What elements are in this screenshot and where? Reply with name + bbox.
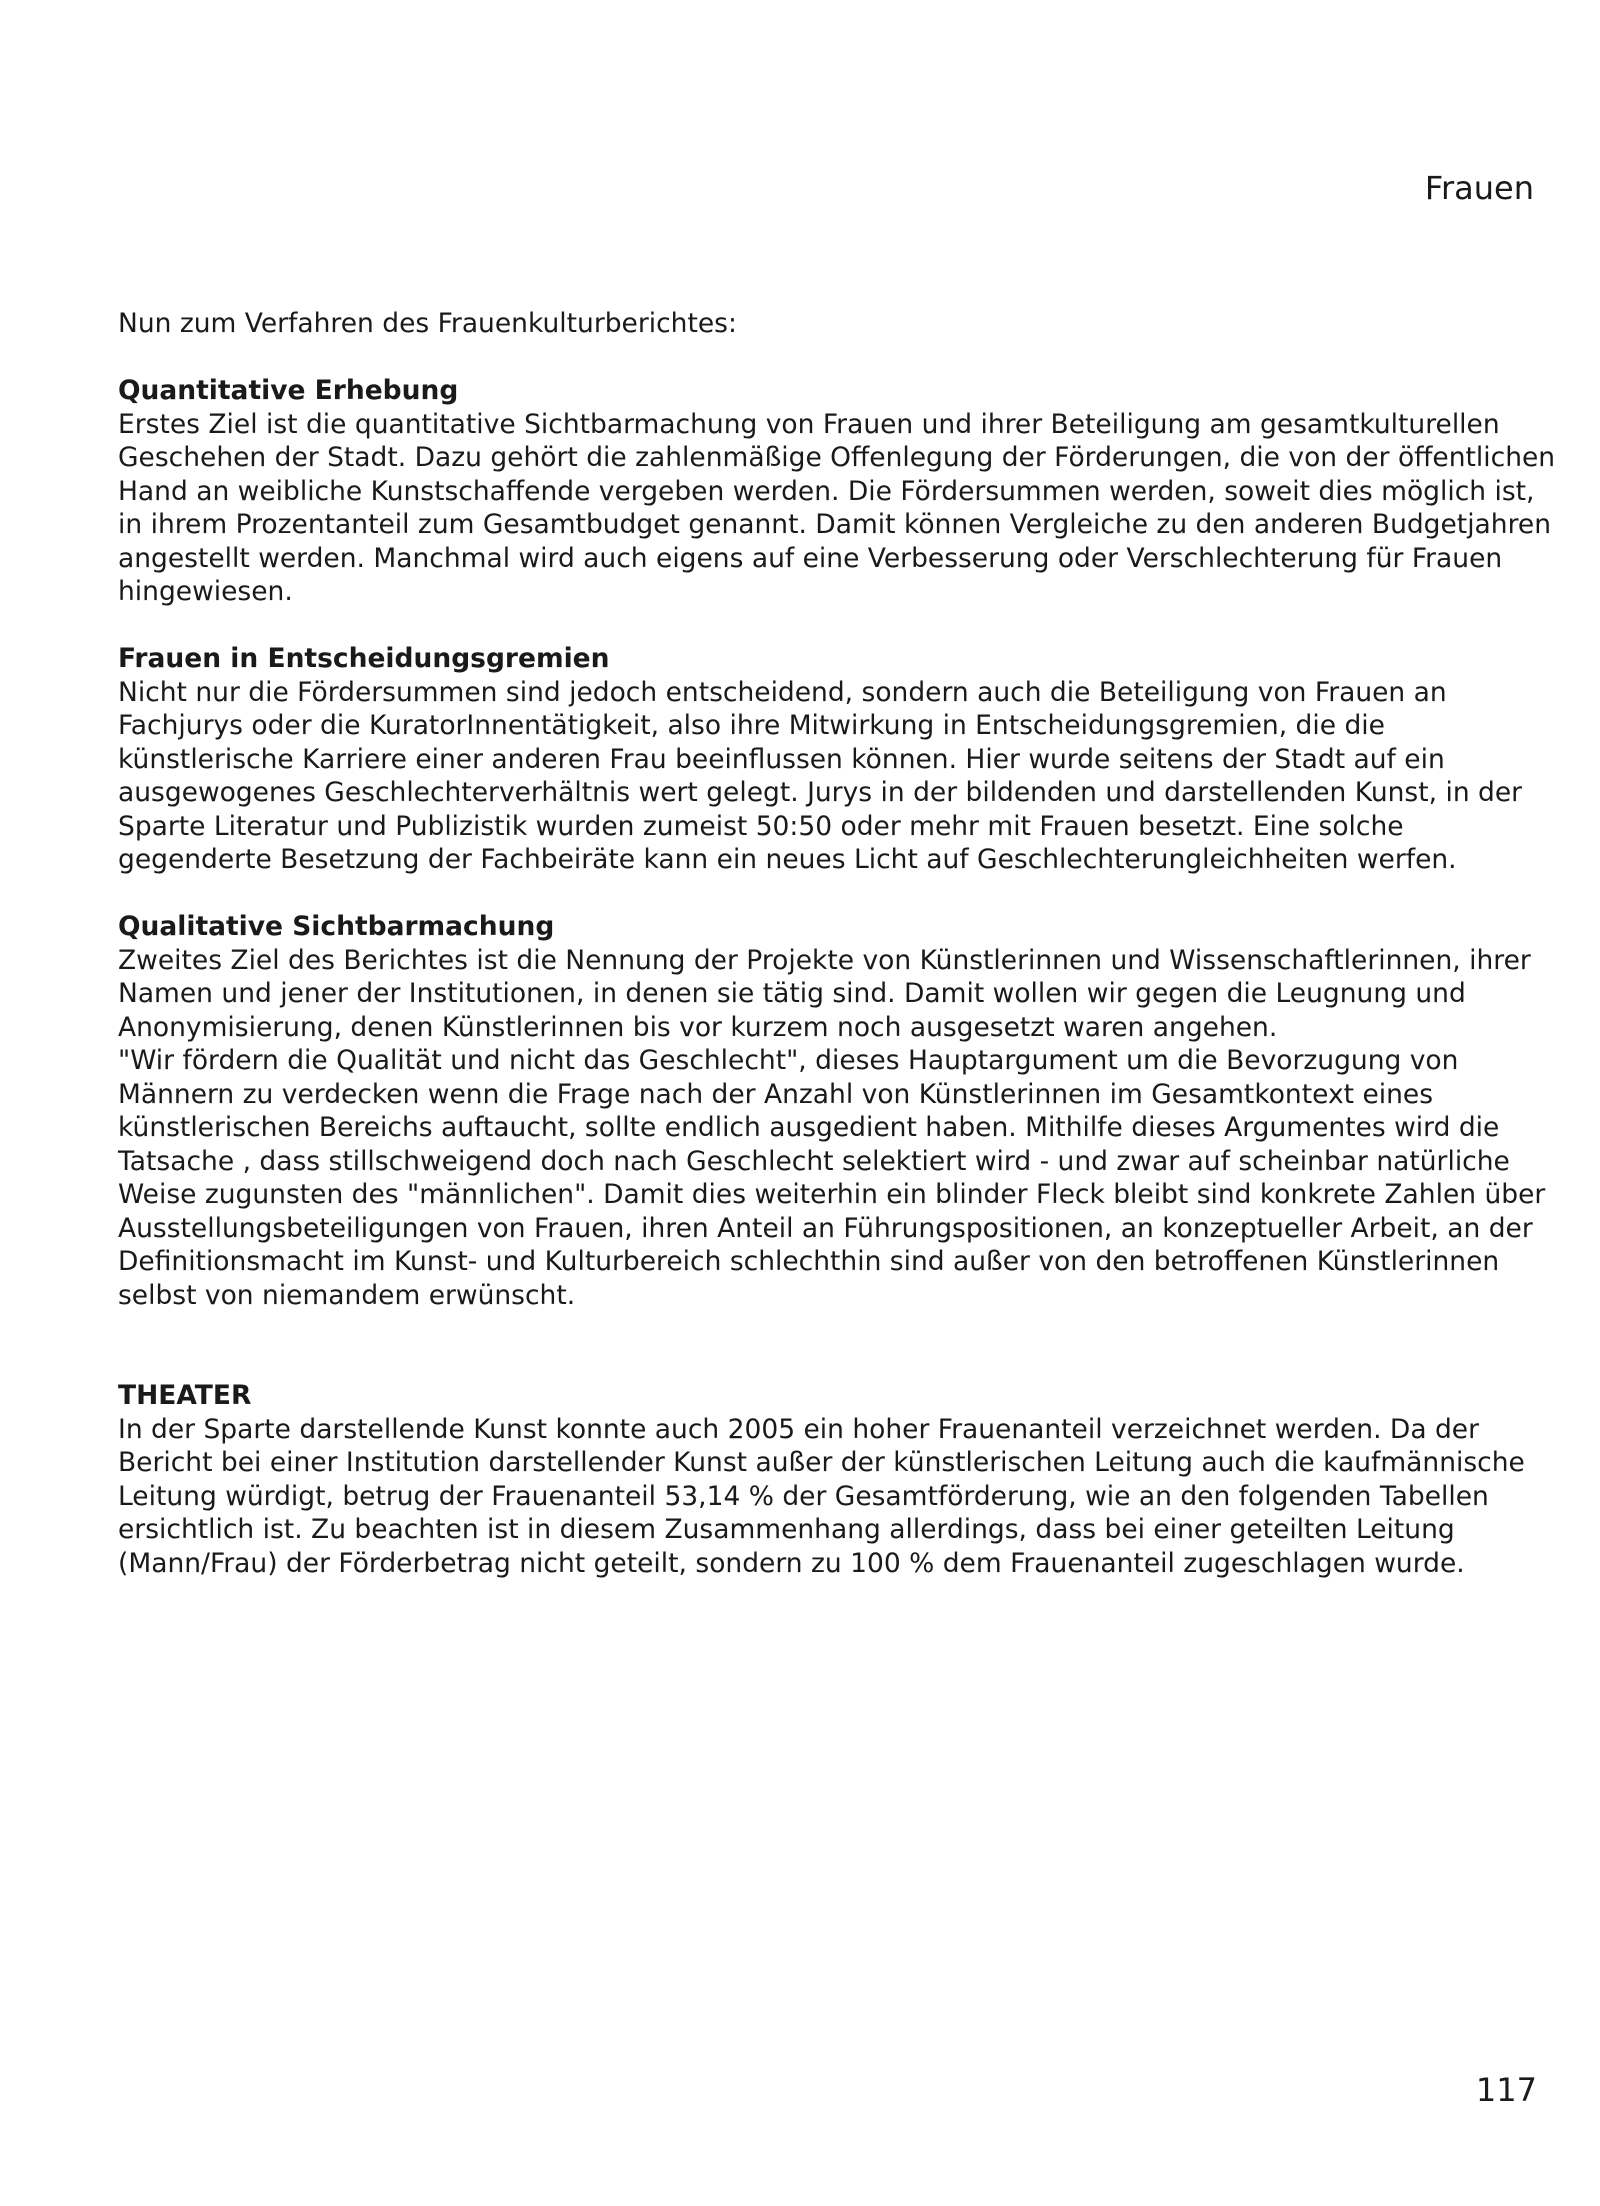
- section-frauen-in-entscheidungsgremien: [118, 642, 1558, 877]
- section-heading: Qualitative Sichtbarmachung: [118, 911, 555, 942]
- section-quantitative-erhebung: [118, 374, 1558, 609]
- paragraph: "Wir fördern die Qualität und nicht das Geschlecht", dieses Hauptargument um die Bevorzugung von Männern zu verdecken wenn die Frage nach der Anzahl von Künstlerinnen im Gesamtkontext eines künstlerischen Bereichs auftaucht, sollte endlich ausgedient haben. Mithilfe dieses Argumentes wird die Tatsache , dass stillschweigend doch nach Geschlecht selektiert wird - und zwar auf scheinbar natürliche Weise zugunsten des "männlichen". Damit dies weiterhin ein blinder Fleck bleibt sind konkrete Zahlen über Ausstellungsbeteiligungen von Frauen, ihren Anteil an Führungspositionen, an konzeptueller Arbeit, an der Definitionsmacht im Kunst- und Kulturbereich schlechthin sind außer von den betroffenen Künstlerinnen selbst von niemandem erwünscht.: [118, 1045, 1546, 1311]
- paragraph: Zweites Ziel des Berichtes ist die Nennung der Projekte von Künstlerinnen und Wissenschaftlerinnen, ihrer Namen und jener der Institutionen, in denen sie tätig sind. Damit wollen wir gegen die Leugnung und Anonymisierung, denen Künstlerinnen bis vor kurzem noch ausgesetzt waren angehen.: [118, 944, 1531, 1043]
- paragraph: In der Sparte darstellende Kunst konnte auch 2005 ein hoher Frauenanteil verzeichnet werden. Da der Bericht bei einer Institution darstellender Kunst außer der künstlerischen Leitung auch die kaufmännische Leitung würdigt, betrug der Frauenanteil 53,14 % der Gesamtförderung, wie an den folgenden Tabellen ersichtlich ist. Zu beachten ist in diesem Zusammenhang allerdings, dass bei einer geteilten Leitung (Mann/Frau) der Förderbetrag nicht geteilt, sondern zu 100 % dem Frauenanteil zugeschlagen wurde.: [118, 1413, 1525, 1579]
- section-heading: Frauen in Entscheidungsgremien: [118, 643, 610, 674]
- paragraph: Erstes Ziel ist die quantitative Sichtbarmachung von Frauen und ihrer Beteiligung am gesamtkulturellen Geschehen der Stadt. Dazu gehört die zahlenmäßige Offenlegung der Förderungen, die von der öffentlichen Hand an weibliche Kunstschaffende vergeben werden. Die Fördersummen werden, soweit dies möglich ist, in ihrem Prozentanteil zum Gesamtbudget genannt. Damit können Vergleiche zu den anderen Budgetjahren angestellt werden. Manchmal wird auch eigens auf eine Verbesserung oder Verschlechterung für Frauen hingewiesen.: [118, 408, 1556, 607]
- document-body: [118, 307, 1558, 1614]
- section-qualitative-sichtbarmachung: [118, 910, 1558, 1312]
- section-heading: THEATER: [118, 1380, 252, 1411]
- section-heading: Quantitative Erhebung: [118, 375, 459, 406]
- running-header: Frauen: [1424, 169, 1534, 207]
- page-number: 117: [1475, 2071, 1537, 2109]
- paragraph: Nicht nur die Fördersummen sind jedoch entscheidend, sondern auch die Beteiligung von Frauen an Fachjurys oder die KuratorInnentätigkeit, also ihre Mitwirkung in Entscheidungsgremien, die die künstlerische Karriere einer anderen Frau beeinflussen können. Hier wurde seitens der Stadt auf ein ausgewogenes Geschlechterverhältnis wert gelegt. Jurys in der bildenden und darstellenden Kunst, in der Sparte Literatur und Publizistik wurden zumeist 50:50 oder mehr mit Frauen besetzt. Eine solche gegenderte Besetzung der Fachbeiräte kann ein neues Licht auf Geschlechterungleichheiten werfen.: [118, 676, 1523, 875]
- intro-text: Nun zum Verfahren des Frauenkulturberichtes:: [118, 308, 737, 339]
- section-theater: [118, 1379, 1558, 1580]
